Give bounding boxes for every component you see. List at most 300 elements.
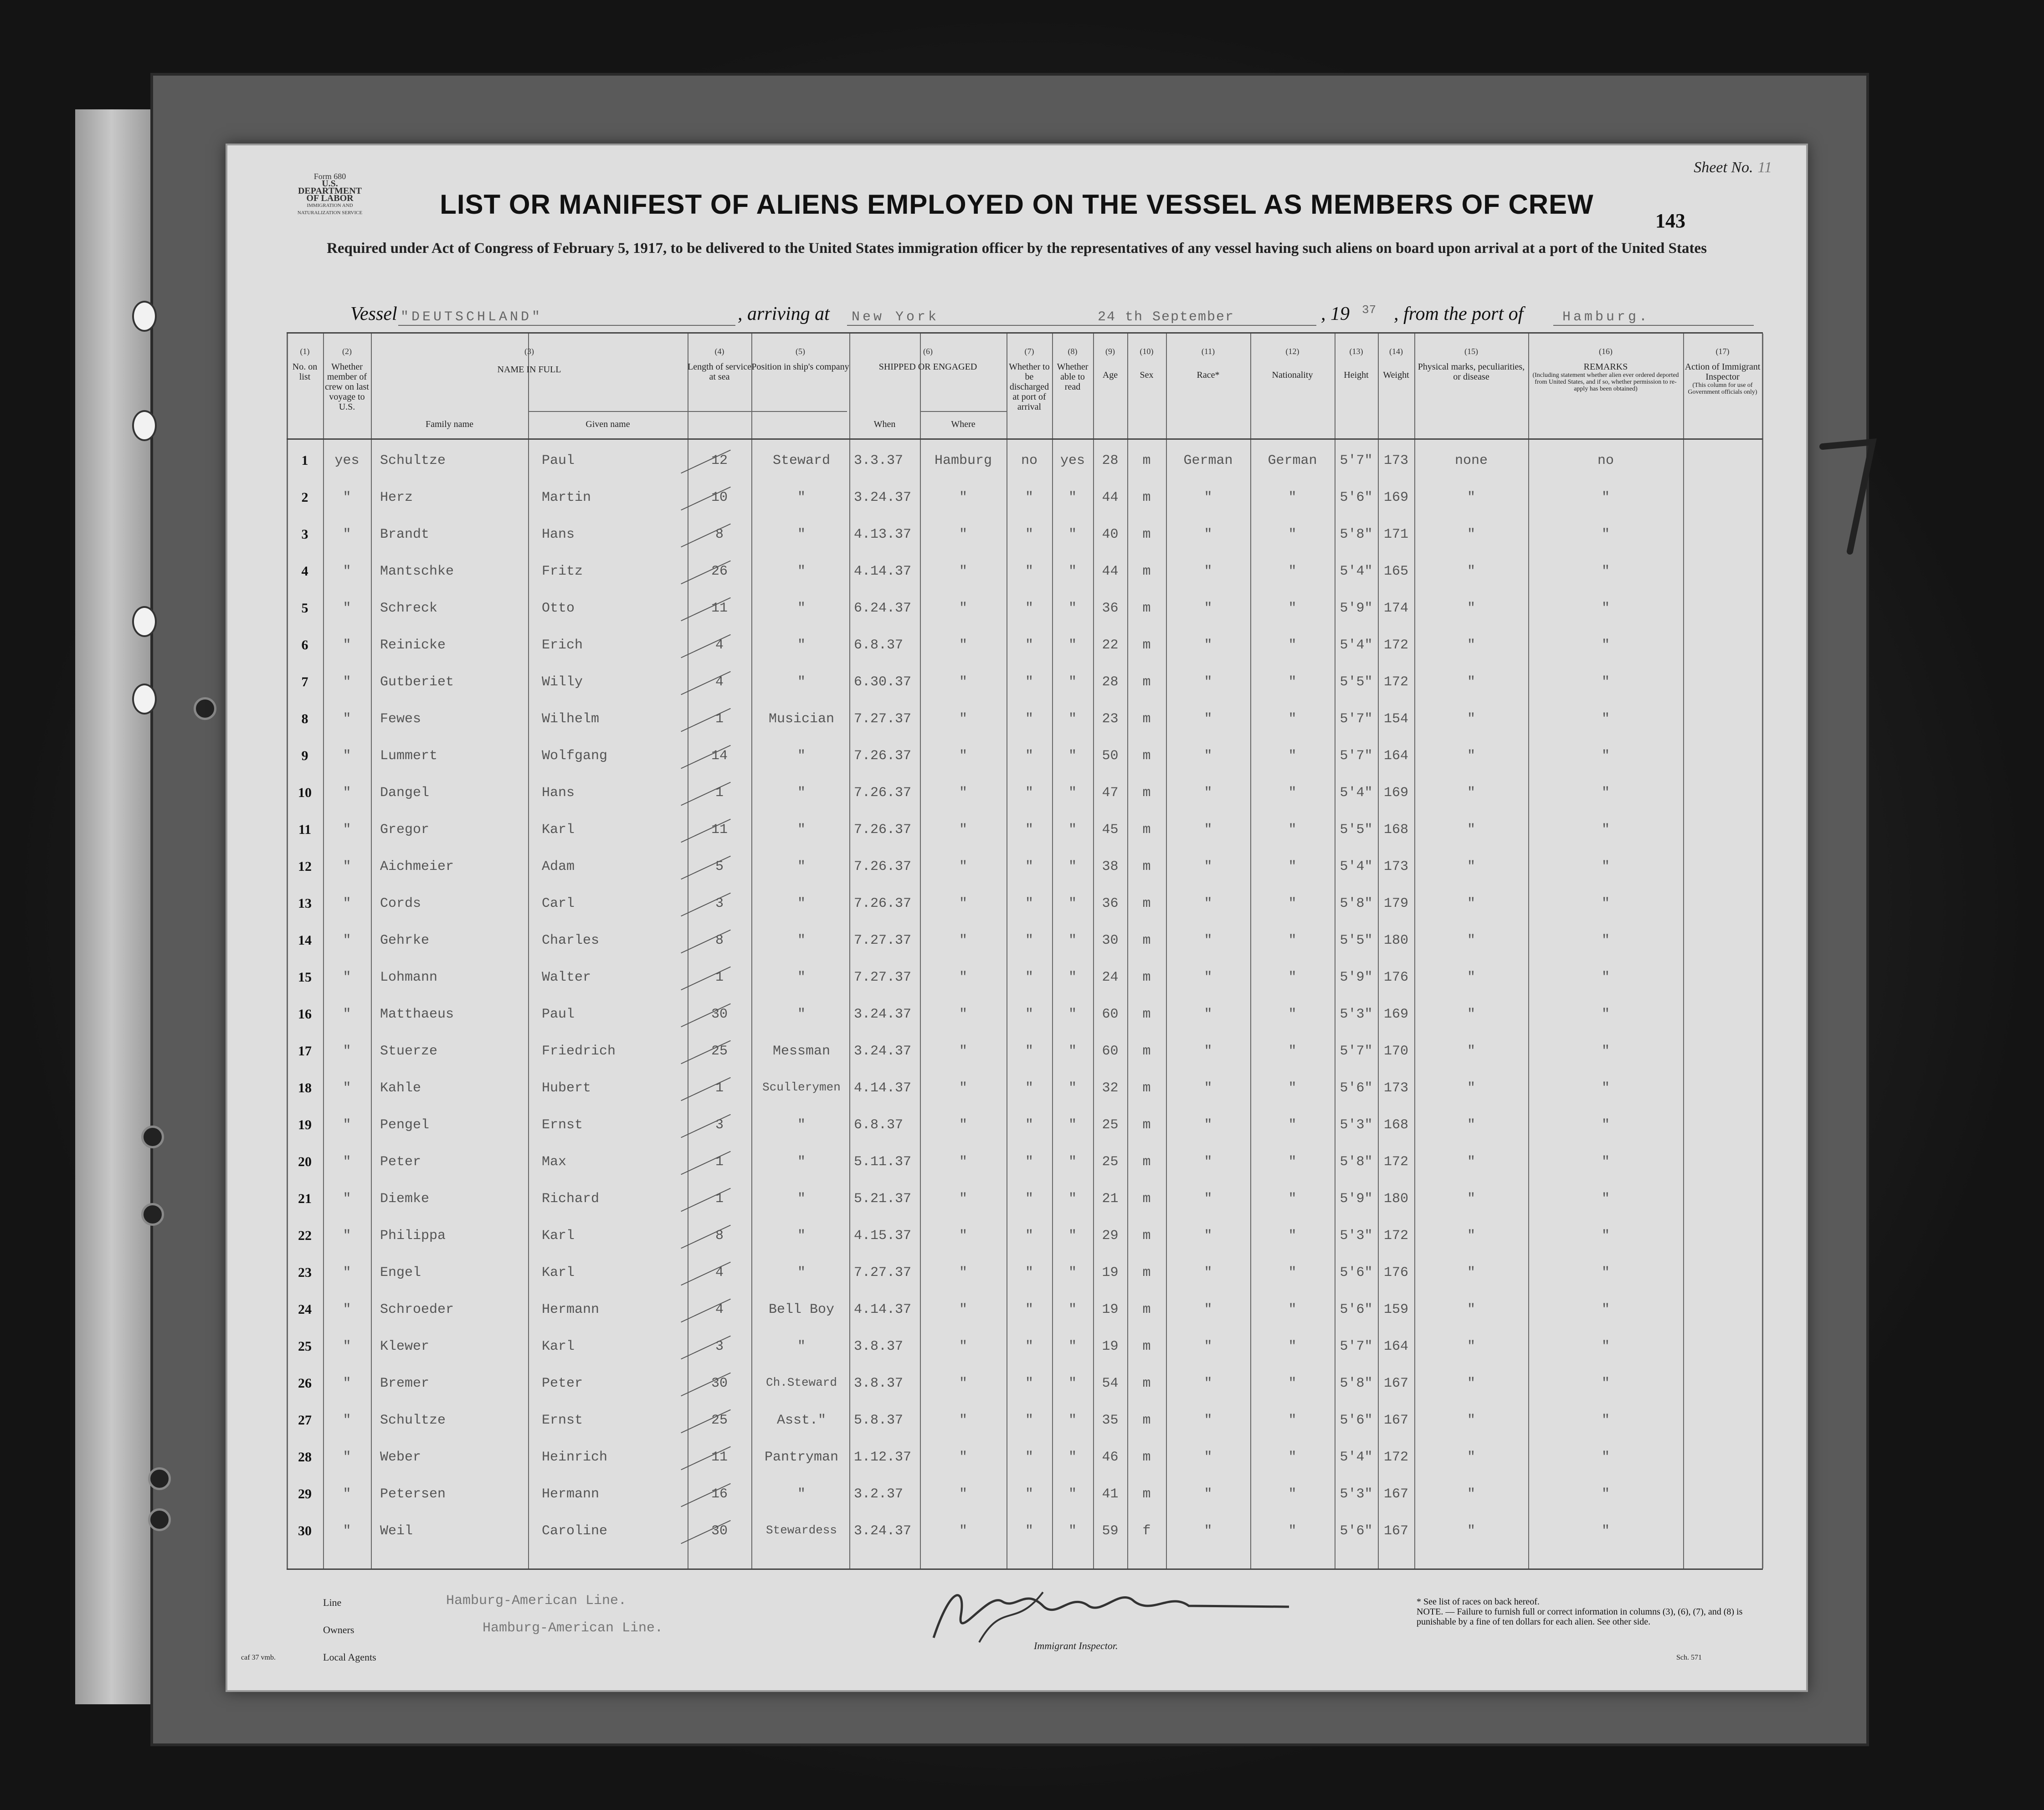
page-number: 143 bbox=[1655, 210, 1685, 232]
cell-height: 5'8" bbox=[1340, 1376, 1373, 1391]
cell-height: 5'7" bbox=[1340, 748, 1373, 764]
cell-disch: " bbox=[1025, 970, 1033, 985]
cell-weight: 172 bbox=[1383, 674, 1408, 690]
cell-read: " bbox=[1068, 896, 1077, 911]
table-row bbox=[287, 1260, 1763, 1295]
cell-age: 45 bbox=[1102, 822, 1119, 838]
cell-nat: " bbox=[1288, 896, 1297, 911]
cell-given: Hubert bbox=[542, 1080, 591, 1096]
cell-height: 5'8" bbox=[1340, 527, 1373, 542]
cell-family: Schroeder bbox=[380, 1302, 454, 1317]
cell-remarks: " bbox=[1601, 564, 1610, 579]
cell-given: Karl bbox=[542, 1339, 575, 1354]
cell-remarks: " bbox=[1601, 1154, 1610, 1170]
cell-service: 16 bbox=[711, 1486, 728, 1502]
table-row bbox=[287, 484, 1763, 520]
col-remarks-header: (16) REMARKS (Including statement whether alien ever ordered deported from United States, and if so, whether permission to re-apply has been obtained) bbox=[1532, 347, 1679, 392]
cell-family: Brandt bbox=[380, 527, 430, 542]
cell-no: 19 bbox=[298, 1117, 312, 1132]
cell-when: 7.27.37 bbox=[854, 711, 912, 727]
department-name: U.S. DEPARTMENT OF LABOR bbox=[298, 179, 362, 203]
cell-family: Weber bbox=[380, 1450, 421, 1465]
cell-crew: " bbox=[343, 1228, 351, 1244]
cell-where: " bbox=[959, 527, 967, 542]
cell-service: 3 bbox=[715, 1117, 724, 1133]
from-port: Hamburg. bbox=[1562, 309, 1650, 325]
local-agents-label: Local Agents bbox=[323, 1651, 376, 1663]
cell-position: Musician bbox=[768, 711, 835, 727]
cell-nat: " bbox=[1288, 1007, 1297, 1022]
cell-disch: " bbox=[1025, 1007, 1033, 1022]
shipped-where-header: Where bbox=[951, 419, 976, 429]
cell-service: 11 bbox=[711, 1450, 728, 1465]
line-label: Line bbox=[323, 1597, 342, 1608]
cell-read: " bbox=[1068, 674, 1077, 690]
cell-height: 5'6" bbox=[1340, 1413, 1373, 1428]
cell-race: " bbox=[1204, 1080, 1212, 1096]
cell-no: 9 bbox=[301, 748, 308, 763]
cell-disch: " bbox=[1025, 1154, 1033, 1170]
line-value: Hamburg-American Line. bbox=[446, 1593, 627, 1609]
cell-race: " bbox=[1204, 564, 1212, 579]
cell-crew: " bbox=[343, 1450, 351, 1465]
cell-race: " bbox=[1204, 970, 1212, 985]
table-row bbox=[287, 1370, 1763, 1406]
cell-race: " bbox=[1204, 1228, 1212, 1244]
cell-crew: " bbox=[343, 1523, 351, 1539]
cell-where: " bbox=[959, 1302, 967, 1317]
cell-remarks: " bbox=[1601, 711, 1610, 727]
cell-where: " bbox=[959, 1339, 967, 1354]
manifest-sheet bbox=[226, 144, 1808, 1692]
cell-height: 5'5" bbox=[1340, 933, 1373, 948]
cell-disch: no bbox=[1021, 453, 1037, 468]
cell-no: 13 bbox=[298, 896, 312, 911]
penalty-note: NOTE. — Failure to furnish full or correct information in columns (3), (6), (7), and (8) is punishable by a fine of ten dollars for each alien. See other side. bbox=[1417, 1607, 1743, 1627]
cell-given: Carl bbox=[542, 896, 575, 911]
cell-family: Aichmeier bbox=[380, 859, 454, 874]
cell-where: " bbox=[959, 933, 967, 948]
cell-age: 60 bbox=[1102, 1044, 1119, 1059]
cell-service: 10 bbox=[711, 490, 728, 505]
cell-disch: " bbox=[1025, 785, 1033, 801]
cell-race: " bbox=[1204, 933, 1212, 948]
service-name: IMMIGRATION AND NATURALIZATION SERVICE bbox=[297, 203, 363, 216]
cell-race: " bbox=[1204, 1044, 1212, 1059]
cell-sex: m bbox=[1142, 1228, 1151, 1244]
cell-disch: " bbox=[1025, 1117, 1033, 1133]
cell-sex: f bbox=[1142, 1523, 1151, 1539]
cell-sex: m bbox=[1142, 1376, 1151, 1391]
cell-height: 5'9" bbox=[1340, 601, 1373, 616]
cell-read: " bbox=[1068, 527, 1077, 542]
cell-weight: 172 bbox=[1383, 638, 1408, 653]
cell-age: 30 bbox=[1102, 933, 1119, 948]
cell-weight: 169 bbox=[1383, 1007, 1408, 1022]
cell-weight: 180 bbox=[1383, 933, 1408, 948]
cell-height: 5'7" bbox=[1340, 1339, 1373, 1354]
cell-sex: m bbox=[1142, 711, 1151, 727]
cell-race: " bbox=[1204, 1265, 1212, 1280]
cell-race: " bbox=[1204, 674, 1212, 690]
cell-race: German bbox=[1183, 453, 1233, 468]
col-crew-header: (2) Whether member of crew on last voyage to U.S. bbox=[325, 347, 369, 412]
cell-age: 36 bbox=[1102, 896, 1119, 911]
cell-no: 21 bbox=[298, 1191, 312, 1206]
cell-given: Hermann bbox=[542, 1302, 600, 1317]
cell-race: " bbox=[1204, 1486, 1212, 1502]
cell-crew: " bbox=[343, 1007, 351, 1022]
cell-position: " bbox=[797, 896, 806, 911]
cell-where: " bbox=[959, 601, 967, 616]
table-row bbox=[287, 1038, 1763, 1074]
cell-given: Wilhelm bbox=[542, 711, 600, 727]
cell-remarks: " bbox=[1601, 601, 1610, 616]
cell-where: " bbox=[959, 1265, 967, 1280]
table-row bbox=[287, 1149, 1763, 1184]
cell-remarks: " bbox=[1601, 970, 1610, 985]
cell-race: " bbox=[1204, 638, 1212, 653]
cell-weight: 159 bbox=[1383, 1302, 1408, 1317]
schedule-number: Sch. 571 bbox=[1676, 1654, 1702, 1661]
cell-sex: m bbox=[1142, 1117, 1151, 1133]
cell-crew: " bbox=[343, 1339, 351, 1354]
cell-crew: " bbox=[343, 1191, 351, 1207]
given-name-header: Given name bbox=[585, 419, 630, 429]
cell-read: " bbox=[1068, 601, 1077, 616]
cell-where: " bbox=[959, 1413, 967, 1428]
cell-race: " bbox=[1204, 1450, 1212, 1465]
table-row bbox=[287, 890, 1763, 926]
cell-nat: " bbox=[1288, 711, 1297, 727]
cell-age: 41 bbox=[1102, 1486, 1119, 1502]
cell-service: 14 bbox=[711, 748, 728, 764]
cell-height: 5'4" bbox=[1340, 859, 1373, 874]
cell-nat: " bbox=[1288, 1302, 1297, 1317]
cell-marks: " bbox=[1467, 1007, 1475, 1022]
cell-crew: " bbox=[343, 896, 351, 911]
cell-sex: m bbox=[1142, 748, 1151, 764]
table-row bbox=[287, 1075, 1763, 1111]
cell-crew: " bbox=[343, 1486, 351, 1502]
cell-family: Diemke bbox=[380, 1191, 430, 1207]
cell-race: " bbox=[1204, 490, 1212, 505]
cell-family: Philippa bbox=[380, 1228, 446, 1244]
cell-race: " bbox=[1204, 1302, 1212, 1317]
cell-read: " bbox=[1068, 1523, 1077, 1539]
table-row bbox=[287, 817, 1763, 852]
cell-read: " bbox=[1068, 1486, 1077, 1502]
cell-remarks: " bbox=[1601, 748, 1610, 764]
cell-service: 5 bbox=[715, 859, 724, 874]
cell-read: " bbox=[1068, 1302, 1077, 1317]
cell-when: 5.8.37 bbox=[854, 1413, 904, 1428]
cell-sex: m bbox=[1142, 1007, 1151, 1022]
cell-service: 1 bbox=[715, 785, 724, 801]
cell-marks: " bbox=[1467, 1339, 1475, 1354]
table-row bbox=[287, 964, 1763, 1000]
cell-service: 8 bbox=[715, 527, 724, 542]
cell-sex: m bbox=[1142, 1302, 1151, 1317]
binder-hole bbox=[132, 684, 157, 715]
cell-read: " bbox=[1068, 564, 1077, 579]
cell-weight: 172 bbox=[1383, 1154, 1408, 1170]
cell-race: " bbox=[1204, 1154, 1212, 1170]
cell-when: 7.27.37 bbox=[854, 970, 912, 985]
cell-weight: 167 bbox=[1383, 1523, 1408, 1539]
cell-weight: 165 bbox=[1383, 564, 1408, 579]
cell-read: " bbox=[1068, 1228, 1077, 1244]
cell-read: " bbox=[1068, 1154, 1077, 1170]
cell-remarks: " bbox=[1601, 1191, 1610, 1207]
cell-position: " bbox=[797, 1007, 806, 1022]
cell-disch: " bbox=[1025, 490, 1033, 505]
crew-table bbox=[287, 332, 1763, 1570]
cell-age: 19 bbox=[1102, 1265, 1119, 1280]
cell-position: Scullerymen bbox=[762, 1080, 841, 1094]
cell-family: Dangel bbox=[380, 785, 430, 801]
cell-family: Gregor bbox=[380, 822, 430, 838]
cell-remarks: " bbox=[1601, 896, 1610, 911]
table-row bbox=[287, 1481, 1763, 1517]
col-action-header: (17) Action of Immigrant Inspector (This column for use of Government officials only) bbox=[1685, 347, 1761, 396]
cell-marks: " bbox=[1467, 1044, 1475, 1059]
cell-no: 6 bbox=[301, 638, 308, 653]
cell-sex: m bbox=[1142, 638, 1151, 653]
cell-age: 47 bbox=[1102, 785, 1119, 801]
cell-remarks: " bbox=[1601, 933, 1610, 948]
cell-position: " bbox=[797, 933, 806, 948]
cell-where: " bbox=[959, 896, 967, 911]
cell-weight: 154 bbox=[1383, 711, 1408, 727]
cell-read: " bbox=[1068, 1376, 1077, 1391]
cell-family: Reinicke bbox=[380, 638, 446, 653]
cell-no: 29 bbox=[298, 1486, 312, 1501]
cell-marks: " bbox=[1467, 638, 1475, 653]
col-marks-header: (15) Physical marks, peculiarities, or disease bbox=[1417, 347, 1525, 382]
cell-family: Engel bbox=[380, 1265, 421, 1280]
cell-nat: " bbox=[1288, 1044, 1297, 1059]
cell-weight: 170 bbox=[1383, 1044, 1408, 1059]
cell-disch: " bbox=[1025, 1450, 1033, 1465]
cell-no: 27 bbox=[298, 1413, 312, 1428]
cell-when: 7.26.37 bbox=[854, 785, 912, 801]
cell-position: " bbox=[797, 1486, 806, 1502]
sheet-label: Sheet No. bbox=[1694, 159, 1753, 176]
cell-age: 60 bbox=[1102, 1007, 1119, 1022]
cell-given: Otto bbox=[542, 601, 575, 616]
cell-given: Richard bbox=[542, 1191, 600, 1207]
cell-marks: " bbox=[1467, 1413, 1475, 1428]
cell-service: 4 bbox=[715, 1265, 724, 1280]
cell-when: 4.13.37 bbox=[854, 527, 912, 542]
cell-weight: 176 bbox=[1383, 1265, 1408, 1280]
cell-disch: " bbox=[1025, 601, 1033, 616]
cell-sex: m bbox=[1142, 1413, 1151, 1428]
col-shipped-header: (6) SHIPPED OR ENGAGED bbox=[878, 347, 977, 372]
cell-read: " bbox=[1068, 1339, 1077, 1354]
cell-no: 4 bbox=[301, 564, 308, 579]
cell-position: " bbox=[797, 859, 806, 874]
cell-given: Charles bbox=[542, 933, 600, 948]
cell-where: " bbox=[959, 1117, 967, 1133]
table-row bbox=[287, 1518, 1763, 1553]
cell-disch: " bbox=[1025, 1044, 1033, 1059]
cell-race: " bbox=[1204, 859, 1212, 874]
cell-given: Caroline bbox=[542, 1523, 608, 1539]
cell-marks: " bbox=[1467, 674, 1475, 690]
cell-remarks: " bbox=[1601, 1265, 1610, 1280]
cell-family: Fewes bbox=[380, 711, 421, 727]
cell-remarks: " bbox=[1601, 1007, 1610, 1022]
table-row bbox=[287, 854, 1763, 889]
cell-where: " bbox=[959, 1376, 967, 1391]
table-row bbox=[287, 1001, 1763, 1037]
owners-label: Owners bbox=[323, 1624, 354, 1635]
cell-where: " bbox=[959, 1523, 967, 1539]
cell-disch: " bbox=[1025, 1228, 1033, 1244]
document-title: LIST OR MANIFEST OF ALIENS EMPLOYED ON THE VESSEL AS MEMBERS OF CREW bbox=[440, 189, 1594, 220]
cell-marks: " bbox=[1467, 896, 1475, 911]
cell-crew: " bbox=[343, 1413, 351, 1428]
cell-read: " bbox=[1068, 1117, 1077, 1133]
cell-service: 3 bbox=[715, 1339, 724, 1354]
cell-sex: m bbox=[1142, 896, 1151, 911]
cell-position: " bbox=[797, 601, 806, 616]
cell-when: 4.14.37 bbox=[854, 1302, 912, 1317]
cell-where: " bbox=[959, 822, 967, 838]
cell-nat: " bbox=[1288, 1117, 1297, 1133]
cell-position: Bell Boy bbox=[768, 1302, 835, 1317]
cell-age: 44 bbox=[1102, 490, 1119, 505]
cell-remarks: " bbox=[1601, 1339, 1610, 1354]
cell-service: 11 bbox=[711, 601, 728, 616]
cell-disch: " bbox=[1025, 1191, 1033, 1207]
cell-where: " bbox=[959, 711, 967, 727]
cell-nat: " bbox=[1288, 970, 1297, 985]
cell-service: 30 bbox=[711, 1007, 728, 1022]
cell-disch: " bbox=[1025, 1486, 1033, 1502]
cell-given: Ernst bbox=[542, 1413, 583, 1428]
cell-marks: " bbox=[1467, 970, 1475, 985]
cell-sex: m bbox=[1142, 1080, 1151, 1096]
cell-disch: " bbox=[1025, 711, 1033, 727]
cell-weight: 168 bbox=[1383, 1117, 1408, 1133]
cell-read: " bbox=[1068, 970, 1077, 985]
cell-when: 5.11.37 bbox=[854, 1154, 912, 1170]
cell-read: " bbox=[1068, 1044, 1077, 1059]
cell-disch: " bbox=[1025, 674, 1033, 690]
cell-remarks: " bbox=[1601, 1376, 1610, 1391]
cell-where: " bbox=[959, 1486, 967, 1502]
cell-remarks: " bbox=[1601, 490, 1610, 505]
cell-position: Steward bbox=[772, 453, 831, 468]
cell-service: 1 bbox=[715, 1191, 724, 1207]
binder-hole bbox=[132, 606, 157, 637]
cell-when: 3.8.37 bbox=[854, 1339, 904, 1354]
cell-remarks: " bbox=[1601, 1044, 1610, 1059]
cell-when: 3.24.37 bbox=[854, 1007, 912, 1022]
cell-no: 22 bbox=[298, 1228, 312, 1243]
cell-service: 3 bbox=[715, 896, 724, 911]
cell-marks: " bbox=[1467, 711, 1475, 727]
document-subtitle: Required under Act of Congress of February 5, 1917, to be delivered to the United States immigration officer by the representatives of any vessel having such aliens on board upon arrival at a port of the United States bbox=[327, 240, 1707, 257]
cell-family: Pengel bbox=[380, 1117, 430, 1133]
cell-where: " bbox=[959, 1191, 967, 1207]
cell-nat: " bbox=[1288, 1154, 1297, 1170]
cell-where: " bbox=[959, 1007, 967, 1022]
cell-family: Cords bbox=[380, 896, 421, 911]
cell-sex: m bbox=[1142, 859, 1151, 874]
cell-disch: " bbox=[1025, 896, 1033, 911]
family-name-header: Family name bbox=[426, 419, 473, 429]
cell-height: 5'8" bbox=[1340, 1154, 1373, 1170]
cell-weight: 169 bbox=[1383, 490, 1408, 505]
cell-read: " bbox=[1068, 711, 1077, 727]
races-note: * See list of races on back hereof. bbox=[1417, 1597, 1540, 1607]
vessel-name: "DEUTSCHLAND" bbox=[401, 309, 543, 325]
cell-weight: 167 bbox=[1383, 1486, 1408, 1502]
cell-marks: " bbox=[1467, 1154, 1475, 1170]
cell-position: Pantryman bbox=[764, 1450, 839, 1465]
cell-no: 15 bbox=[298, 970, 312, 985]
cell-when: 7.26.37 bbox=[854, 748, 912, 764]
cell-given: Peter bbox=[542, 1376, 583, 1391]
cell-height: 5'4" bbox=[1340, 564, 1373, 579]
table-row bbox=[287, 706, 1763, 741]
cell-family: Stuerze bbox=[380, 1044, 438, 1059]
cell-position: Messman bbox=[772, 1044, 831, 1059]
cell-weight: 164 bbox=[1383, 748, 1408, 764]
cell-marks: " bbox=[1467, 1080, 1475, 1096]
table-row bbox=[287, 521, 1763, 557]
cell-race: " bbox=[1204, 601, 1212, 616]
cell-when: 7.26.37 bbox=[854, 822, 912, 838]
cell-service: 8 bbox=[715, 933, 724, 948]
cell-race: " bbox=[1204, 1376, 1212, 1391]
cell-nat: " bbox=[1288, 822, 1297, 838]
cell-remarks: " bbox=[1601, 785, 1610, 801]
cell-weight: 164 bbox=[1383, 1339, 1408, 1354]
manifest-footer bbox=[241, 1588, 1763, 1679]
inspector-label: Immigrant Inspector. bbox=[1034, 1640, 1118, 1651]
cell-sex: m bbox=[1142, 1450, 1151, 1465]
cell-disch: " bbox=[1025, 1265, 1033, 1280]
cell-when: 3.24.37 bbox=[854, 1523, 912, 1539]
cell-given: Wolfgang bbox=[542, 748, 608, 764]
cell-remarks: " bbox=[1601, 1302, 1610, 1317]
cell-remarks: no bbox=[1597, 453, 1614, 468]
cell-race: " bbox=[1204, 527, 1212, 542]
cell-where: Hamburg bbox=[934, 453, 992, 468]
cell-race: " bbox=[1204, 822, 1212, 838]
cell-height: 5'4" bbox=[1340, 1450, 1373, 1465]
cell-marks: " bbox=[1467, 859, 1475, 874]
cell-nat: " bbox=[1288, 933, 1297, 948]
cell-service: 25 bbox=[711, 1413, 728, 1428]
cell-when: 3.24.37 bbox=[854, 1044, 912, 1059]
cell-read: " bbox=[1068, 933, 1077, 948]
cell-service: 1 bbox=[715, 1154, 724, 1170]
cell-crew: " bbox=[343, 564, 351, 579]
cell-remarks: " bbox=[1601, 1523, 1610, 1539]
cell-weight: 173 bbox=[1383, 1080, 1408, 1096]
col-sex-header: (10) Sex bbox=[1140, 347, 1154, 380]
cell-where: " bbox=[959, 1228, 967, 1244]
cell-height: 5'6" bbox=[1340, 490, 1373, 505]
cell-nat: " bbox=[1288, 1080, 1297, 1096]
col-nationality-header: (12) Nationality bbox=[1272, 347, 1313, 380]
